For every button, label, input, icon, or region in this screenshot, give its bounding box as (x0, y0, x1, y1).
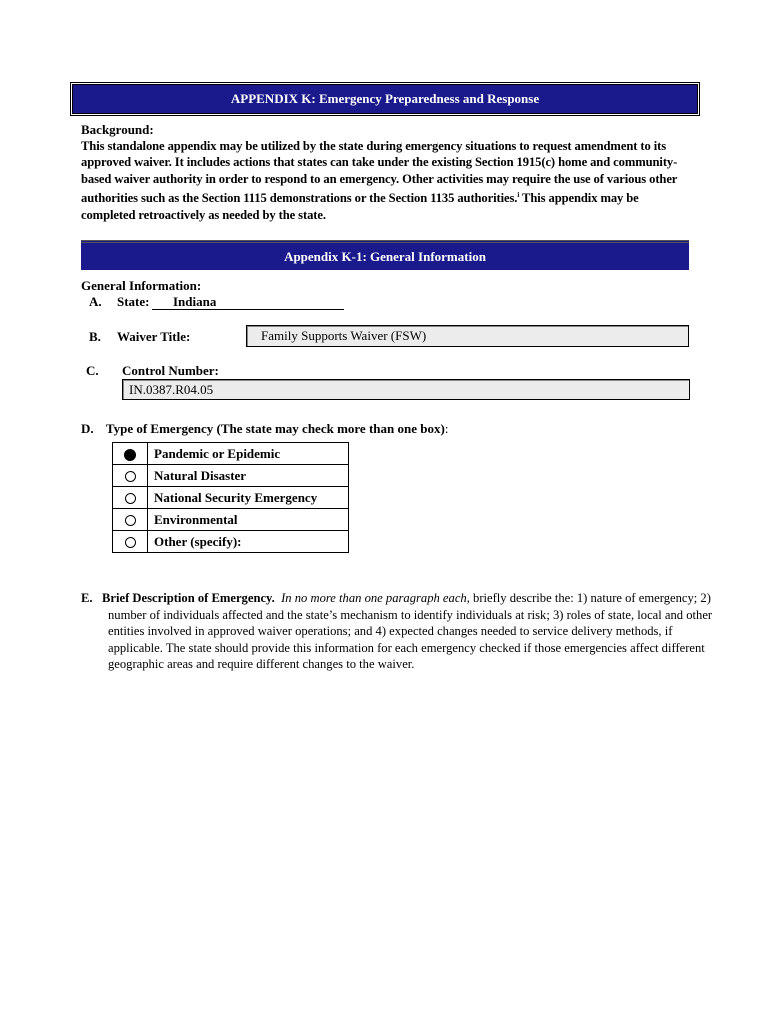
other-radio-cell[interactable] (113, 531, 148, 553)
national-security-radio-cell[interactable] (113, 487, 148, 509)
emergency-option-row (113, 487, 349, 509)
background-text: This standalone appendix may be utilized by the state during emergency situations to request amendment to its approved waiver. It includes actions that states can take under the existing Section 1915(c) home and community-based waiver authority in order to respond to an emergency. Other activities may require the use of various other authorities such as the Section 1115 demonstrations or the Section 1135 authorities. (81, 139, 678, 206)
environmental-radio-icon[interactable] (125, 515, 136, 526)
description-letter: E. (81, 591, 93, 605)
state-label: State: (117, 294, 150, 309)
emergency-type-label: Type of Emergency (The state may check more than one box) (105, 421, 445, 436)
waiver-title-letter: B. (89, 329, 101, 344)
control-number-field[interactable] (122, 379, 690, 400)
emergency-type-letter: D. (81, 421, 94, 436)
emergency-option-row (113, 443, 349, 465)
pandemic-label: Pandemic or Epidemic (148, 443, 349, 465)
other-label: Other (specify): (148, 531, 349, 553)
emergency-type-table (112, 442, 349, 553)
emergency-option-row (113, 465, 349, 487)
description-heading: Brief Description of Emergency. (102, 591, 275, 605)
natural-disaster-label: Natural Disaster (148, 465, 349, 487)
description-section (81, 590, 718, 673)
description-italic: In no more than one paragraph each (281, 591, 467, 605)
control-number-letter: C. (86, 363, 99, 378)
section-k1-banner (81, 240, 689, 270)
emergency-type-heading (81, 421, 448, 438)
description-text: , briefly describe the: 1) nature of emergency; 2) number of individuals affected and the state’s mechanism to identify individuals at risk; 3) roles of state, local and other entities involved in approved waiver operations; and 4) expected changes needed to service delivery methods, if applicable. The state should provide this information for each emergency checked if those emergencies affect different geographic areas and require different changes to the waiver. (108, 591, 713, 672)
waiver-title-field[interactable] (246, 325, 689, 347)
pandemic-radio-icon[interactable] (124, 449, 136, 461)
appendix-title: APPENDIX K: Emergency Preparedness and Response (230, 91, 540, 106)
national-security-radio-icon[interactable] (125, 493, 136, 504)
national-security-label: National Security Emergency (148, 487, 349, 509)
natural-disaster-radio-cell[interactable] (113, 465, 148, 487)
environmental-radio-cell[interactable] (113, 509, 148, 531)
other-radio-icon[interactable] (125, 537, 136, 548)
general-info-heading: General Information: (81, 278, 202, 293)
section-k1-title: Appendix K-1: General Information (284, 248, 486, 264)
natural-disaster-radio-icon[interactable] (125, 471, 136, 482)
background-paragraph (81, 138, 691, 223)
emergency-option-row (113, 509, 349, 531)
environmental-label: Environmental (148, 509, 349, 531)
state-value[interactable]: Indiana (173, 294, 217, 309)
pandemic-radio-cell[interactable] (113, 443, 148, 465)
background-text-after: This appendix may be completed retroactively as needed by the state. (81, 191, 639, 222)
emergency-type-colon: : (444, 421, 449, 436)
waiver-title-label: Waiver Title: (117, 329, 191, 344)
emergency-option-row (113, 531, 349, 553)
appendix-title-banner (72, 84, 698, 114)
state-letter: A. (89, 294, 102, 309)
waiver-title-value: Family Supports Waiver (FSW) (261, 328, 427, 343)
control-number-value: IN.0387.R04.05 (129, 381, 214, 397)
control-number-label: Control Number: (122, 363, 219, 378)
background-heading: Background: (81, 122, 154, 137)
footnote-mark[interactable]: i (517, 191, 520, 200)
